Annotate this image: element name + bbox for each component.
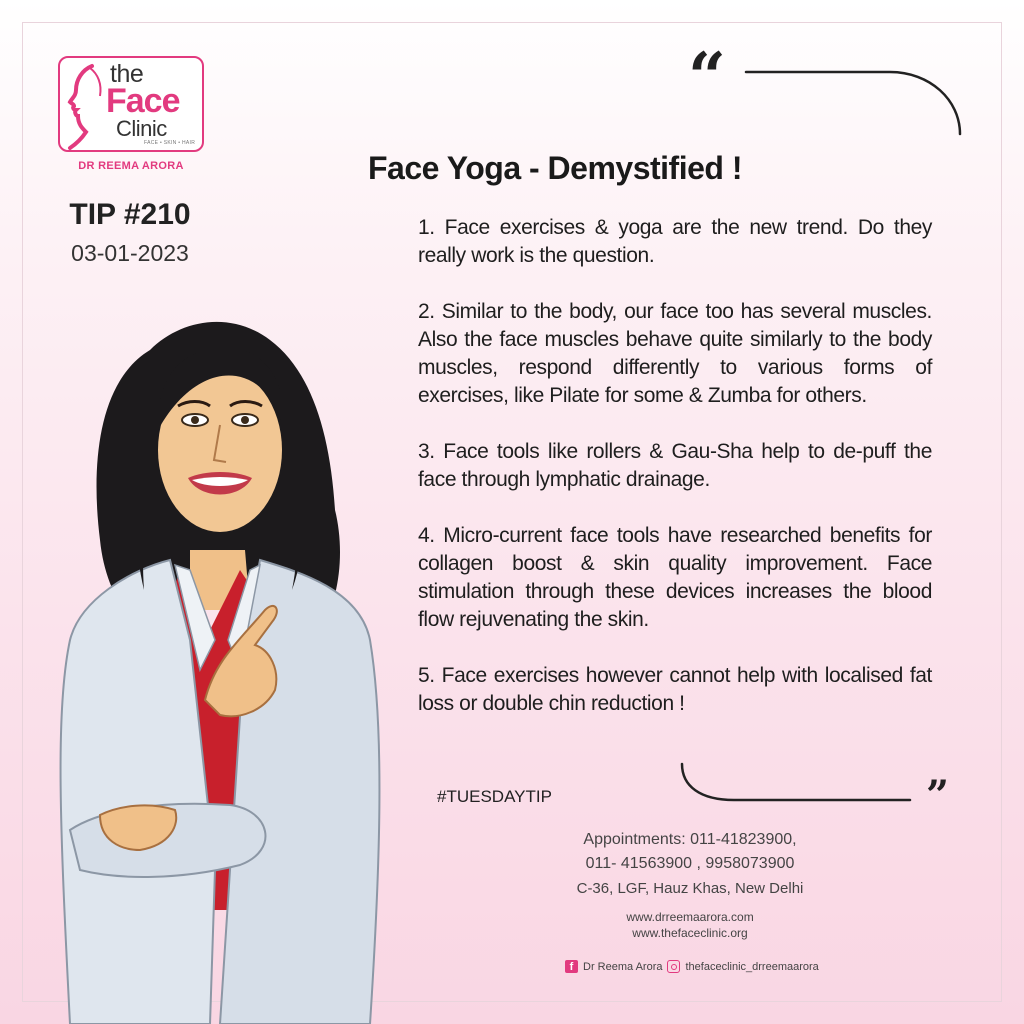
face-profile-icon <box>62 62 108 150</box>
tip-item: 4. Micro-current face tools have researched benefits for collagen boost & skin quality improvement. Face stimulation through these devices increases the blood flow rejuvenating the skin. <box>418 524 932 631</box>
facebook-icon: f <box>565 960 578 973</box>
doctor-name: DR REEMA ARORA <box>78 160 184 172</box>
page-title: Face Yoga - Demystified ! <box>368 150 742 186</box>
clinic-logo <box>58 56 204 152</box>
tip-date: 03-01-2023 <box>71 240 189 266</box>
social-links <box>565 960 819 973</box>
appointments-line-2: 011- 41563900 , 9958073900 <box>585 855 795 872</box>
logo-face: Face <box>106 82 180 120</box>
tip-number: TIP #210 <box>69 198 191 231</box>
website-1[interactable]: www.drreemaarora.com <box>626 910 754 924</box>
top-curve-line <box>740 60 970 140</box>
tip-item: 2. Similar to the body, our face too has several muscles. Also the face muscles behave quite similarly to the body muscles, respond differently to various forms of exercises, like Pilate for some & Zumba for others. <box>418 300 932 407</box>
tip-item: 1. Face exercises & yoga are the new trend. Do they really work is the question. <box>418 216 932 267</box>
logo-clinic: Clinic <box>116 116 167 141</box>
appointments-line-1: Appointments: 011-41823900, <box>583 831 797 848</box>
bottom-curve-line <box>674 758 924 808</box>
close-quote-icon: ” <box>926 772 950 819</box>
logo-the: the <box>110 60 144 88</box>
logo-tagline: FACE • SKIN • HAIR <box>144 140 196 146</box>
address: C-36, LGF, Hauz Khas, New Delhi <box>576 880 804 897</box>
hashtag: #TUESDAYTIP <box>437 787 552 806</box>
doctor-illustration <box>40 310 400 1024</box>
contact-block <box>540 828 840 941</box>
open-quote-icon: “ <box>688 38 726 116</box>
tip-item: 3. Face tools like rollers & Gau-Sha help to de-puff the face through lymphatic drainage. <box>418 440 932 491</box>
tip-item: 5. Face exercises however cannot help with localised fat loss or double chin reduction ! <box>418 664 932 715</box>
facebook-handle[interactable]: Dr Reema Arora <box>583 960 663 973</box>
instagram-handle[interactable]: thefaceclinic_drreemaarora <box>685 960 819 973</box>
tips-list <box>418 214 932 746</box>
instagram-icon <box>667 960 680 973</box>
website-2[interactable]: www.thefaceclinic.org <box>632 926 748 940</box>
